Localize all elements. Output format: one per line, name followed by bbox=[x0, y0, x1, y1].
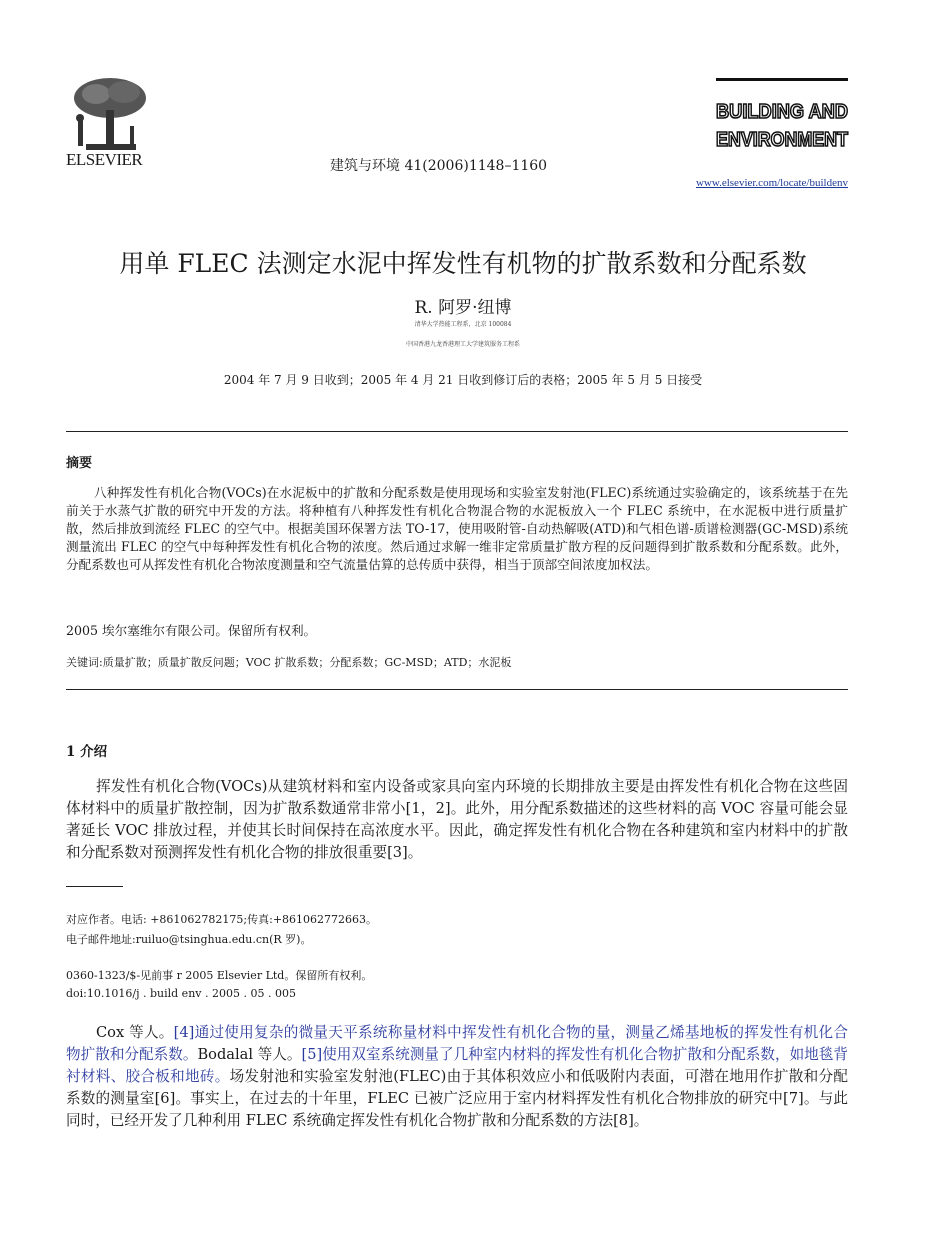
footnote-doi: doi:10.1016/j . build env . 2005 . 05 . 005 bbox=[66, 987, 296, 1000]
abstract-copyright: 2005 埃尔塞维尔有限公司。保留所有权利。 bbox=[66, 623, 317, 638]
footnote-issn: 0360-1323/$-见前事 r 2005 Elsevier Ltd。保留所有权利。 bbox=[66, 969, 373, 982]
journal-logo-line1: BUILDING AND bbox=[716, 101, 848, 123]
keywords: 关键词:质量扩散；质量扩散反问题；VOC 扩散系数；分配系数；GC-MSD；ATD；水泥板 bbox=[66, 656, 512, 669]
abstract-heading: 摘要 bbox=[66, 456, 93, 471]
citation-link-5[interactable]: [5]使用双室系统测量了几种室内材料的挥发性有机化合物扩散和分配系数，如地毯背衬材料、胶合板和地砖。 bbox=[66, 1046, 848, 1085]
affiliation-2: 中国香港九龙香港理工大学建筑服务工程系 bbox=[405, 341, 520, 348]
author-name: R. 阿罗·纽博 bbox=[414, 298, 512, 318]
received-dates: 2004 年 7 月 9 日收到；2005 年 4 月 21 日收到修订后的表格；2005 年 5 月 5 日接受 bbox=[223, 373, 703, 387]
top-divider bbox=[66, 431, 848, 432]
continued-part2: Bodalal 等人。 bbox=[197, 1046, 302, 1063]
continued-paragraph bbox=[66, 1022, 848, 1132]
footnote-divider bbox=[66, 886, 123, 887]
journal-logo-line2: ENVIRONMENT bbox=[716, 129, 848, 151]
footnote-email: 电子邮件地址:ruiluo@tsinghua.edu.cn(R 罗)。 bbox=[66, 933, 312, 946]
continued-part1: Cox 等人。 bbox=[96, 1024, 174, 1041]
continued-part3: 场发射池和实验室发射池(FLEC)由于其体积效应小和低吸附内表面，可潜在地用作扩散和分配系数的测量室[6]。事实上，在过去的十年里，FLEC 已被广泛应用于室内材料挥发性有机化合物排放的研究中[7]。与此同时，已经开发了几种利用 FLEC 系统确定挥发性有机化合物扩散和分配系数的方法[8]。 bbox=[66, 1068, 848, 1129]
journal-url-link[interactable]: www.elsevier.com/locate/buildenv bbox=[695, 177, 848, 189]
abstract-text: 八种挥发性有机化合物(VOCs)在水泥板中的扩散和分配系数是使用现场和实验室发射池(FLEC)系统通过实验确定的，该系统基于在先前关于水蒸气扩散的研究中开发的方法。将种植有八种挥发性有机化合物混合物的水泥板放入一个 FLEC 系统中，在水泥板中进行质量扩散，然后排放到流经 FLEC 的空气中。根据美国环保署方法 TO-17，使用吸附管-自动热解吸(ATD)和气相色谱-质谱检测器(GC-MSD)系统测量流出 FLEC 的空气中每种挥发性有机化合物的浓度。然后通过求解一维非定常质量扩散方程的反问题得到扩散系数和分配系数。此外，分配系数也可从挥发性有机化合物浓度测量和空气流量估算的总传质中获得，相当于顶部空间浓度加权法。 bbox=[66, 485, 848, 572]
section-heading-intro: 1 介绍 bbox=[66, 744, 108, 760]
citation-link-4[interactable]: [4]通过使用复杂的微量天平系统称量材料中挥发性有机化合物的量，测量乙烯基地板的挥发性有机化合物扩散和分配系数。 bbox=[66, 1024, 848, 1063]
bottom-divider bbox=[66, 689, 848, 690]
journal-reference: 建筑与环境 41(2006)1148–1160 bbox=[330, 158, 548, 174]
affiliation-1: 清华大学热能工程系，北京 100084 bbox=[414, 321, 512, 328]
footnote-corresponding: 对应作者。电话: +861062782175;传真:+861062772663。 bbox=[66, 913, 378, 926]
article-title: 用单 FLEC 法测定水泥中挥发性有机物的扩散系数和分配系数 bbox=[119, 249, 807, 278]
intro-paragraph: 挥发性有机化合物(VOCs)从建筑材料和室内设备或家具向室内环境的长期排放主要是由挥发性有机化合物在这些固体材料中的质量扩散控制，因为扩散系数通常非常小[1，2]。此外，用分配系数描述的这些材料的高 VOC 容量可能会显著延长 VOC 排放过程，并使其长时间保持在高浓度水平。因此，确定挥发性有机化合物在各种建筑和室内材料中的扩散和分配系数对预测挥发性有机化合物的排放很重要[3]。 bbox=[66, 778, 848, 861]
publisher-name: ELSEVIER bbox=[66, 150, 143, 169]
journal-logo bbox=[716, 78, 848, 152]
elsevier-tree-logo bbox=[66, 74, 154, 156]
